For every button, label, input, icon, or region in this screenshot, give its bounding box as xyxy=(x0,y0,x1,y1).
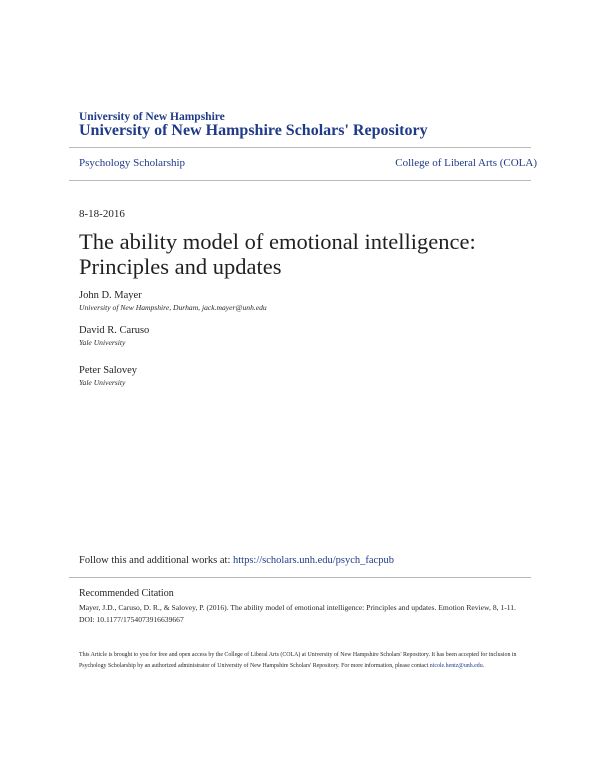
repository-name[interactable]: University of New Hampshire Scholars' Repository xyxy=(79,122,428,139)
notice-text: This Article is brought to you for free and open access by the College of Liberal Arts (COLA) at University of New Hampshire Scholars' Repository. It has been accepted for inclusion in Psychology Scholarship by an authorized administrator of University of New Hampshire Scholars' Repository. For more information, please contact xyxy=(79,652,517,669)
author-block-2 xyxy=(79,325,149,347)
author-affiliation: Yale University xyxy=(79,378,126,387)
author-block-1 xyxy=(79,290,267,312)
follow-line xyxy=(79,555,394,566)
title-line-1: The ability model of emotional intelligence: xyxy=(79,229,476,254)
recommended-citation-heading: Recommended Citation xyxy=(79,588,174,599)
notice-end: . xyxy=(482,662,485,669)
follow-text: Follow this and additional works at: xyxy=(79,555,233,566)
institution-name: University of New Hampshire xyxy=(79,111,225,123)
author-affiliation: University of New Hampshire, Durham, jack.mayer@unh.edu xyxy=(79,303,267,312)
header-divider-bottom xyxy=(69,180,531,181)
citation-text: Mayer, J.D., Caruso, D. R., & Salovey, P. (2016). The ability model of emotional intelligence: Principles and updates. Emotion Review, 8, 1-11. DOI: 10.1177/1754073916639667 xyxy=(79,603,516,624)
article-title xyxy=(79,229,519,279)
cola-link[interactable]: College of Liberal Arts (COLA) xyxy=(395,157,537,169)
citation-divider xyxy=(69,577,531,578)
publication-date: 8-18-2016 xyxy=(79,208,125,220)
author-affiliation: Yale University xyxy=(79,338,126,347)
follow-link[interactable]: https://scholars.unh.edu/psych_facpub xyxy=(233,555,394,566)
access-notice xyxy=(79,650,524,671)
author-name: David R. Caruso xyxy=(79,325,150,336)
psychology-scholarship-link[interactable]: Psychology Scholarship xyxy=(79,157,186,169)
author-name: John D. Mayer xyxy=(79,290,142,301)
header-divider-top xyxy=(69,147,531,148)
author-block-3 xyxy=(79,365,137,387)
contact-email-link[interactable]: nicole.hentz@unh.edu xyxy=(429,662,483,669)
author-name: Peter Salovey xyxy=(79,365,138,376)
title-line-2: Principles and updates xyxy=(79,254,282,279)
